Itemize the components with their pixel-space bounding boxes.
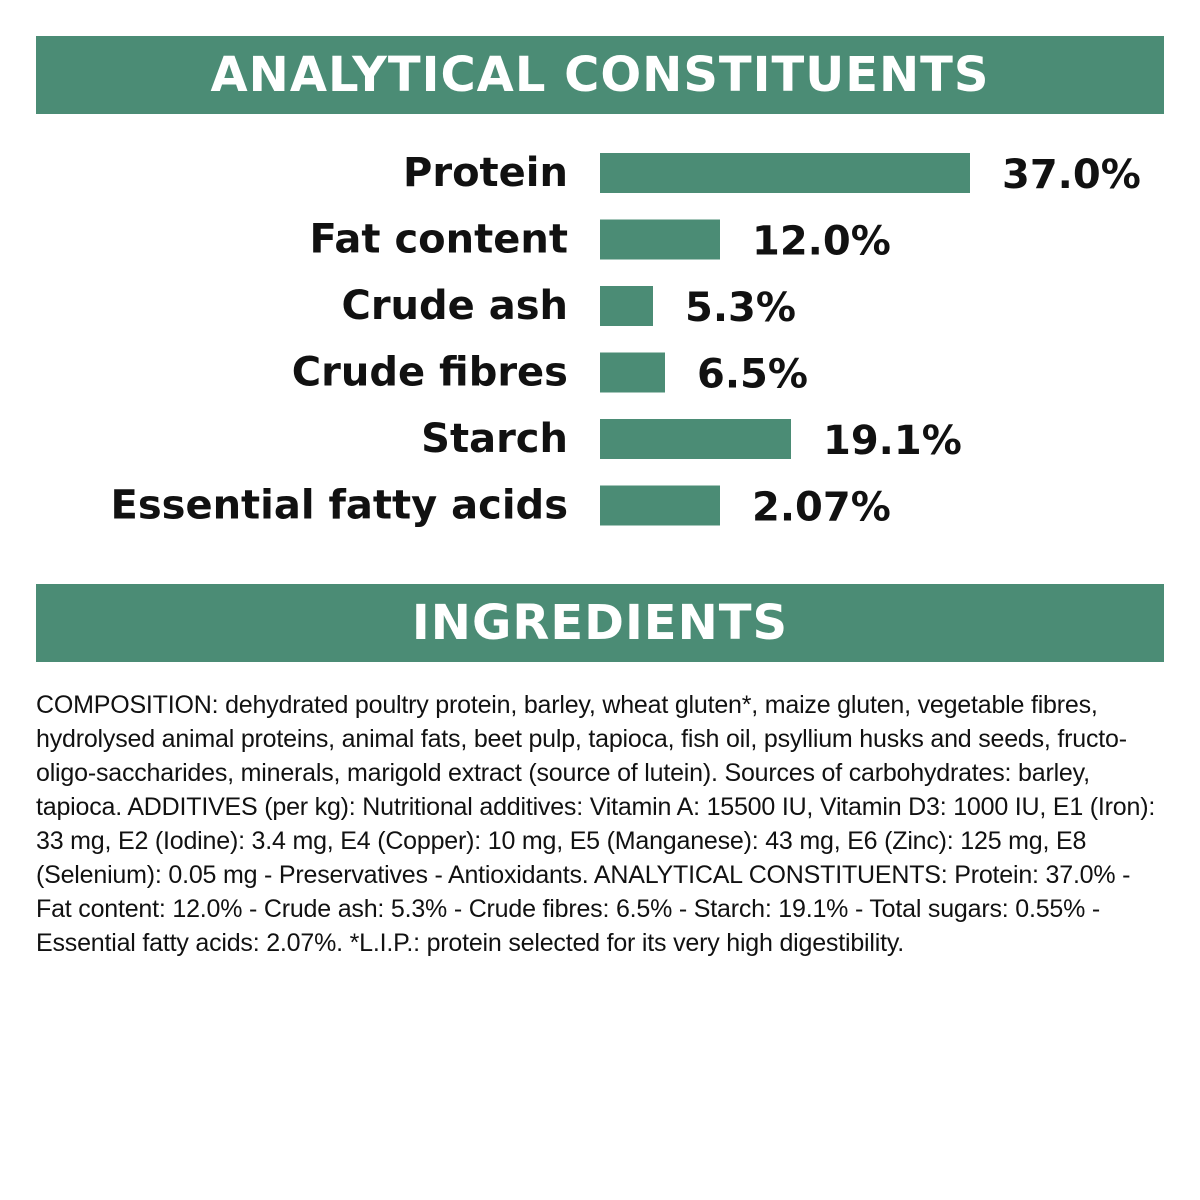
ingredients-banner — [36, 584, 1164, 662]
value-label: 2.07% — [752, 484, 891, 531]
value-label: 37.0% — [1002, 152, 1141, 198]
constituents-bar-chart — [0, 130, 1200, 550]
category-label: Crude ash — [341, 283, 568, 329]
value-label: 12.0% — [752, 218, 891, 265]
analytical-constituents-banner — [36, 36, 1164, 114]
analytical-constituents-title: ANALYTICAL CONSTITUENTS — [210, 47, 990, 103]
bar — [600, 419, 791, 459]
category-label: Essential fatty acids — [110, 482, 568, 529]
category-label: Crude fibres — [291, 349, 568, 396]
bar — [600, 286, 653, 326]
ingredients-composition-text: COMPOSITION: dehydrated poultry protein, barley, wheat gluten*, maize gluten, vegetable fibres, hydrolysed animal proteins, animal fats, beet pulp, tapioca, fish oil, psyllium husks and seeds, fructo-oligo-saccharides, minerals, marigold extract (source of lutein). Sources of carbohydrates: barley, tapioca. ADDITIVES (per kg): Nutritional additives: Vitamin A: 15500 IU, Vitamin D3: 1000 IU, E1 (Iron): 33 mg, E2 (Iodine): 3.4 mg, E4 (Copper): 10 mg, E5 (Manganese): 43 mg, E6 (Zinc): 125 mg, E8 (Selenium): 0.05 mg - Preservatives - Antioxidants. ANALYTICAL CONSTITUENTS: Protein: 37.0% - Fat content: 12.0% - Crude ash: 5.3% - Crude fibres: 6.5% - Starch: 19.1% - Total sugars: 0.55% - Essential fatty acids: 2.07%. *L.I.P.: protein selected for its very high digestibility. — [36, 691, 1156, 957]
ingredients-title: INGREDIENTS — [411, 595, 789, 651]
bar — [600, 353, 665, 393]
bar — [600, 153, 970, 193]
value-label: 19.1% — [823, 418, 962, 464]
category-label: Fat content — [309, 216, 568, 263]
category-label: Starch — [421, 416, 568, 462]
bar — [600, 486, 720, 526]
category-label: Protein — [403, 150, 568, 196]
value-label: 6.5% — [697, 351, 808, 398]
bar — [600, 220, 720, 260]
value-label: 5.3% — [685, 285, 796, 331]
